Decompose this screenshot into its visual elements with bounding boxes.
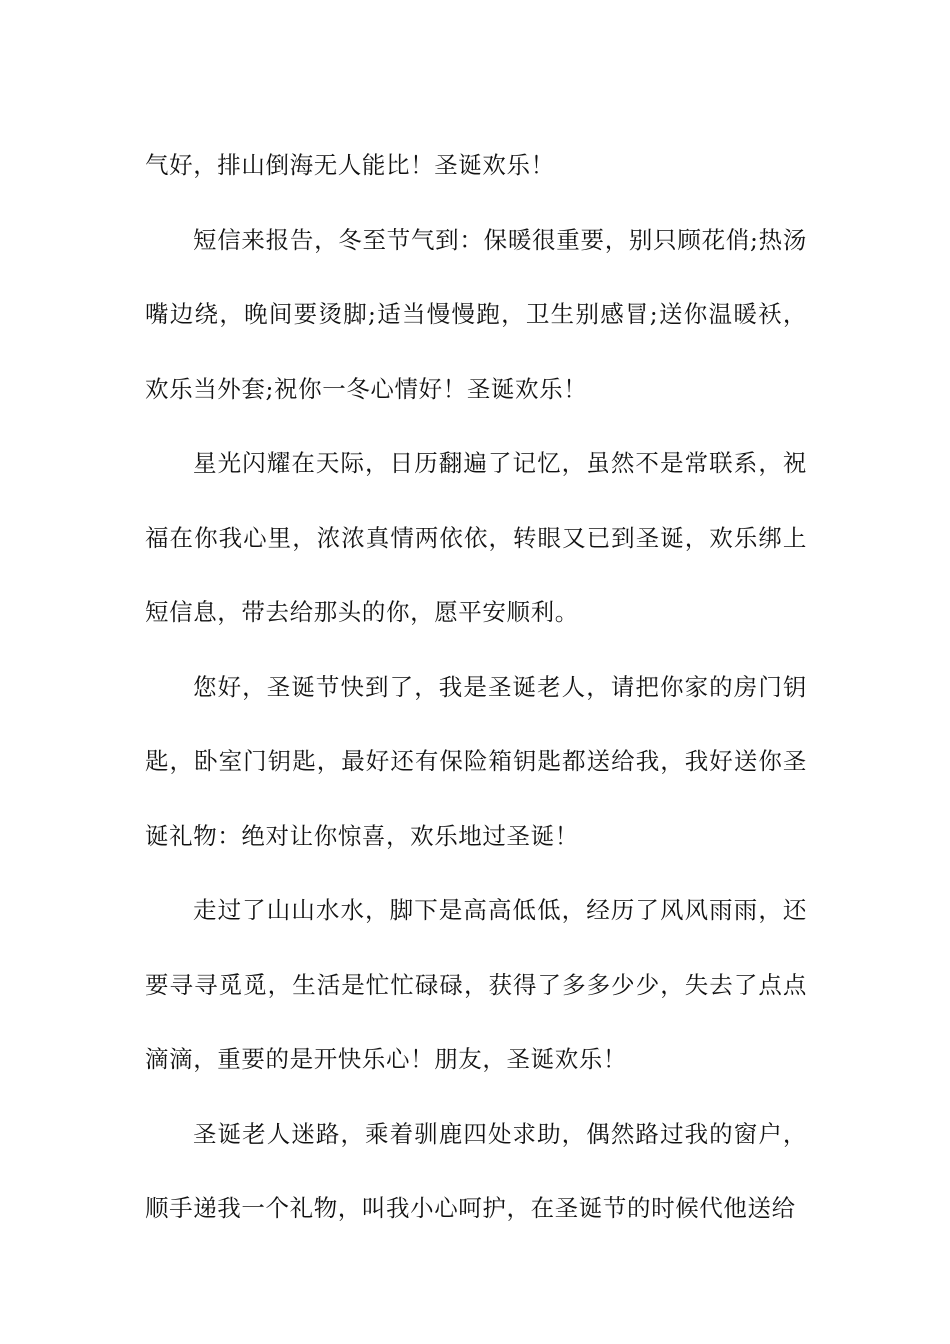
paragraph: 您好，圣诞节快到了，我是圣诞老人，请把你家的房门钥匙，卧室门钥匙，最好还有保险箱钥匙都送给我，我好送你圣诞礼物：绝对让你惊喜，欢乐地过圣诞！ xyxy=(145,672,807,850)
paragraph-continuation: 气好，排山倒海无人能比！圣诞欢乐！ xyxy=(145,151,555,179)
paragraph: 走过了山山水水，脚下是高高低低，经历了风风雨雨，还要寻寻觅觅，生活是忙忙碌碌，获得了多多少少，失去了点点滴滴，重要的是开快乐心！朋友，圣诞欢乐！ xyxy=(145,896,807,1073)
paragraph: 星光闪耀在天际，日历翻遍了记忆，虽然不是常联系，祝福在你我心里，浓浓真情两依依，转眼又已到圣诞，欢乐绑上短信息，带去给那头的你，愿平安顺利。 xyxy=(145,449,807,626)
document-body xyxy=(145,128,807,1246)
paragraph: 短信来报告，冬至节气到：保暖很重要，别只顾花俏;热汤嘴边绕，晚间要烫脚;适当慢慢跑，卫生别感冒;送你温暖袄，欢乐当外套;祝你一冬心情好！圣诞欢乐！ xyxy=(145,225,807,403)
paragraph: 圣诞老人迷路，乘着驯鹿四处求助，偶然路过我的窗户，顺手递我一个礼物，叫我小心呵护，在圣诞节的时候代他送给 xyxy=(145,1119,807,1222)
